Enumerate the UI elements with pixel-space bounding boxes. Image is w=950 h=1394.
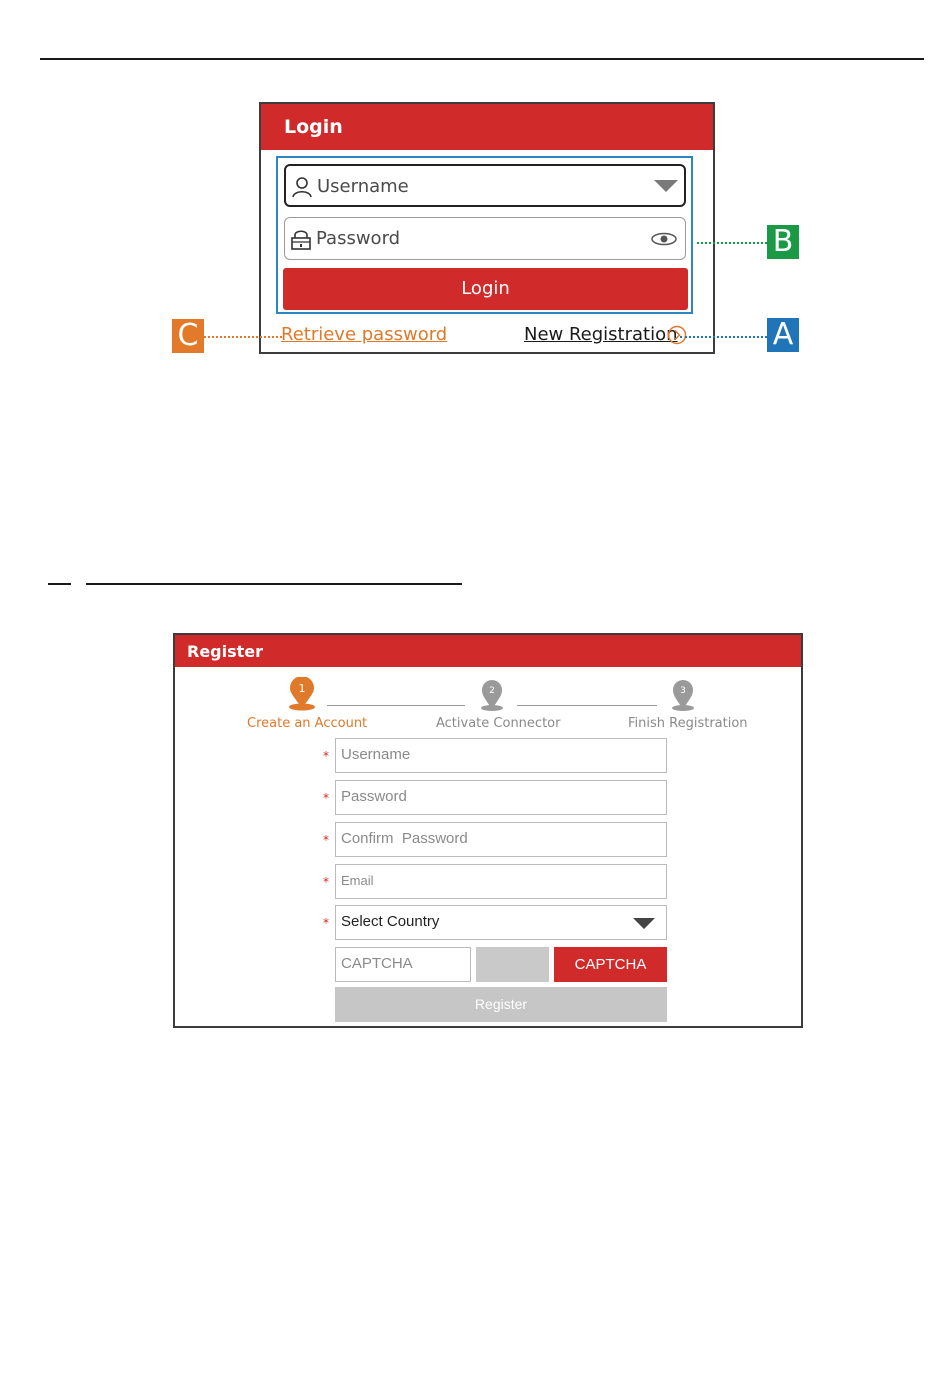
dropdown-caret-icon[interactable] <box>633 918 655 929</box>
callout-b-badge: B <box>767 225 799 259</box>
captcha-button[interactable]: CAPTCHA <box>554 947 667 982</box>
svg-text:1: 1 <box>298 682 306 695</box>
register-username-field[interactable]: Username <box>335 738 667 773</box>
step-3-pin-icon <box>668 679 698 713</box>
callout-c-leader <box>204 336 282 338</box>
login-panel <box>259 102 715 354</box>
username-field[interactable] <box>284 164 686 207</box>
callout-a-badge: A <box>767 318 799 352</box>
new-registration-link[interactable]: New Registration <box>524 324 678 345</box>
captcha-image <box>476 947 549 982</box>
login-button[interactable]: Login <box>283 268 688 310</box>
svg-text:3: 3 <box>680 686 686 696</box>
eye-icon[interactable] <box>651 232 677 246</box>
dropdown-arrow-icon[interactable] <box>654 180 678 194</box>
password-placeholder: Password <box>316 228 401 249</box>
register-confirm-password-field[interactable]: Confirm Password <box>335 822 667 857</box>
step-connector-line <box>327 705 465 706</box>
required-marker: * <box>323 749 329 763</box>
register-panel <box>173 633 803 1028</box>
required-marker: * <box>323 916 329 930</box>
callout-b-leader <box>697 242 767 244</box>
login-title: Login <box>261 104 713 150</box>
required-marker: * <box>323 791 329 805</box>
required-marker: * <box>323 833 329 847</box>
country-select[interactable]: Select Country <box>335 905 667 940</box>
circle-arrow-right-icon[interactable] <box>667 325 687 345</box>
login-form-group <box>276 156 693 314</box>
step-1-pin-icon <box>287 677 317 711</box>
top-rule <box>40 58 924 60</box>
section-heading-rule-long <box>86 583 462 585</box>
callout-a-leader <box>680 336 767 338</box>
step-2-label: Activate Connector <box>436 716 561 731</box>
step-connector-line <box>517 705 657 706</box>
svg-text:2: 2 <box>489 686 495 696</box>
step-1-label: Create an Account <box>247 716 368 731</box>
callout-c-badge: C <box>172 319 204 353</box>
section-heading-rule-short <box>48 583 71 585</box>
required-marker: * <box>323 875 329 889</box>
captcha-input[interactable]: CAPTCHA <box>335 947 471 982</box>
password-field[interactable] <box>284 217 686 260</box>
register-button[interactable]: Register <box>335 987 667 1022</box>
register-title: Register <box>175 635 801 667</box>
username-placeholder: Username <box>317 176 409 197</box>
register-password-field[interactable]: Password <box>335 780 667 815</box>
register-email-field[interactable]: Email <box>335 864 667 899</box>
step-3-label: Finish Registration <box>628 716 748 731</box>
step-2-pin-icon <box>477 679 507 713</box>
retrieve-password-link[interactable]: Retrieve password <box>281 324 448 345</box>
user-icon <box>291 176 313 198</box>
lock-icon <box>290 228 312 250</box>
